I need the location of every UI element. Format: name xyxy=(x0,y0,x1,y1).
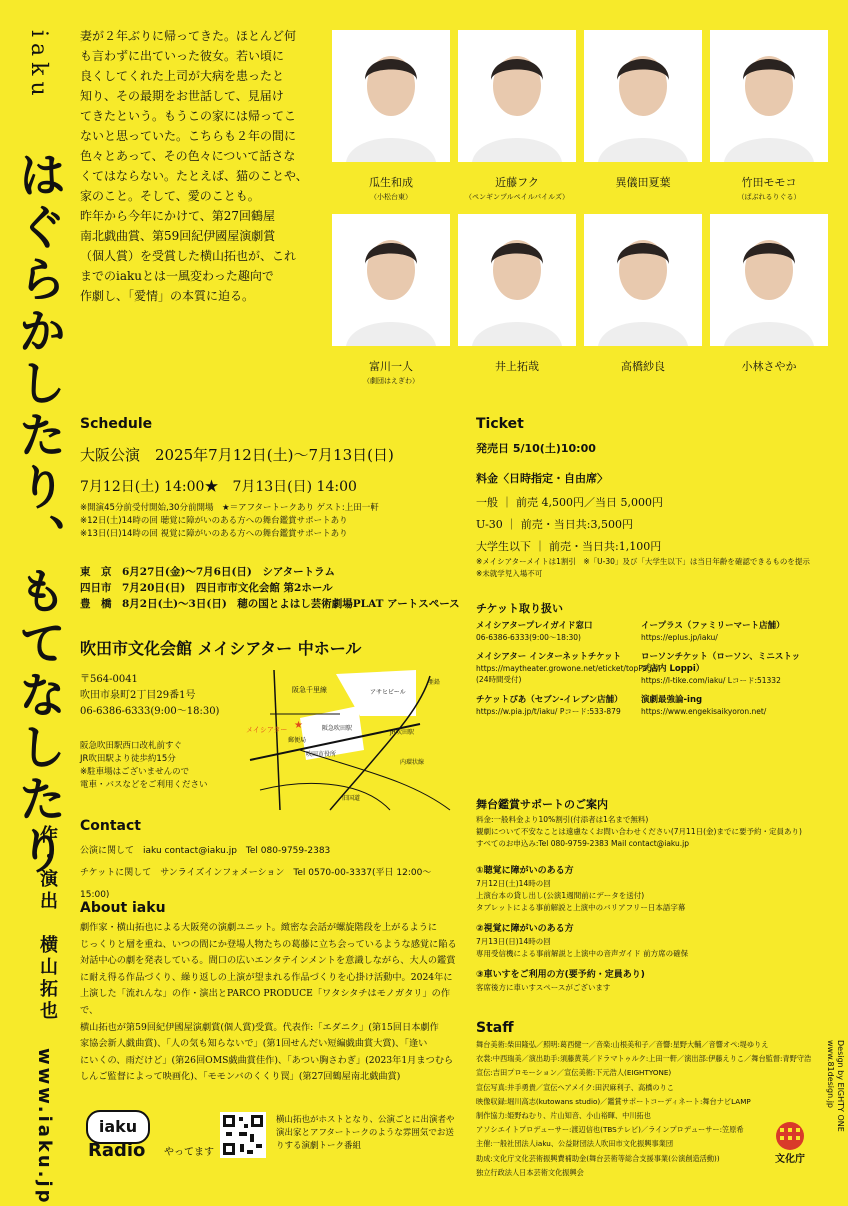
ticket-release: 発売日 5/10(土)10:00 xyxy=(476,442,596,455)
synopsis-line: てきたという。もうこの家には帰ってこ xyxy=(80,109,297,123)
outlet-info: 06-6386-6333(9:00～18:30) xyxy=(476,633,581,642)
tour-line: 四日市 7月20日(日) 四日市市文化会館 第2ホール xyxy=(80,582,333,594)
ticket-outlet[interactable] xyxy=(476,620,641,643)
cast-member xyxy=(584,214,702,386)
synopsis-line: 良くしてくれた上司が大病を患ったと xyxy=(80,69,285,83)
outlet-info: https://www.engekisaikyoron.net/ xyxy=(641,707,767,716)
staff-line: 独立行政法人日本芸術文化振興会 xyxy=(476,1167,584,1177)
synopsis-line: （個人賞）を受賞した横山拓也が、これ xyxy=(80,249,297,263)
outlet-list xyxy=(476,620,806,717)
staff-line: 制作協力:姫野ねむり、片山知音、小山裕暉、中川拓也 xyxy=(476,1111,651,1121)
cast-member xyxy=(332,30,450,202)
contact-heading: Contact xyxy=(80,818,141,834)
map-label: 亜鉛 xyxy=(428,679,441,686)
contact-line: チケットに関して サンライズインフォメーション Tel 0570-00-3337(平日 12:00～15:00) xyxy=(80,868,432,900)
map-label: メイシアター xyxy=(246,726,288,734)
staff-line: 映像収録:堀川高志(kutowans studio)／鑑賞サポートコーディネート:舞台ナビLAMP xyxy=(476,1096,751,1106)
cast-member xyxy=(458,30,576,202)
synopsis-line: 妻が２年ぶりに帰ってきた。ほとんど何 xyxy=(80,29,297,43)
price-line: 一般 ｜ 前売 4,500円／当日 5,000円 xyxy=(476,496,663,509)
agency-logo-icon xyxy=(770,1120,810,1166)
staff-line: 宣伝写真:井手勇貴／宣伝ヘアメイク:田沢麻利子、高橋のりこ xyxy=(476,1082,674,1092)
cast-name: 竹田モモコ xyxy=(741,176,797,189)
outlet-name: 演劇最強論-ing xyxy=(641,695,703,705)
support-item xyxy=(476,864,826,914)
price-notes xyxy=(476,556,816,580)
access-line: 阪急吹田駅西口改札前すぐ xyxy=(80,741,183,751)
outlet-name: メイシアタープレイガイド窓口 xyxy=(476,621,593,631)
cast-photo xyxy=(332,214,450,346)
schedule-note: ※13日(日)14時の回 視覚に障がいのある方への舞台鑑賞サポートあり xyxy=(80,529,348,539)
synopsis-line: 作劇し、「愛情」の本質に迫る。 xyxy=(80,289,255,303)
address-line: 〒564-0041 xyxy=(80,674,138,685)
synopsis-line: 家のこと。そして、愛のことも。 xyxy=(80,189,260,203)
design-credit: Design by EIGHTY ONE www.81design.jp xyxy=(826,1040,845,1140)
map-label: 吹田市役所 xyxy=(306,751,337,758)
schedule-note: ※12日(土)14時の回 聴覚に障がいのある方への舞台鑑賞サポートあり xyxy=(80,516,348,526)
synopsis-line: 知り、その最期をお世話して、見届け xyxy=(80,89,284,103)
cast-affiliation xyxy=(458,376,576,386)
staff-line: アソシエイトプロデューサー:渡辺信也(TBSテレビ)／ラインプロデューサー:笠原希 xyxy=(476,1125,744,1135)
synopsis-line: 南北戯曲賞、第59回紀伊國屋演劇賞 xyxy=(80,229,276,243)
radio-qr-code[interactable] xyxy=(220,1112,266,1158)
about-line: 対話中心の劇を発表している。間口の広いエンタテインメントを意識しながら、大人の鑑賞 xyxy=(80,955,456,967)
ticket-outlet[interactable] xyxy=(641,651,806,686)
cast-member xyxy=(458,214,576,386)
cast-photo xyxy=(458,30,576,162)
about-line: 劇作家・横山拓也による大阪発の演劇ユニット。緻密な会話が螺旋階段を上がるように xyxy=(80,922,438,933)
play-title: はぐらかしたり、もてなしたり xyxy=(10,150,66,878)
support-intro-line: すべてのお申込み:Tel 080-9759-2383 Mail contact@iaku.jp xyxy=(476,839,690,848)
cast-member xyxy=(710,30,828,202)
cast-name: 異儀田夏葉 xyxy=(615,176,671,189)
access-line: ※駐車場はございませんので xyxy=(80,767,190,777)
support-intro-line: 料金:一般料金より10%割引(付添者は1名まで無料) xyxy=(476,815,649,824)
staff-heading: Staff xyxy=(476,1020,514,1036)
map-label: 旧国道 xyxy=(342,795,361,802)
cast-name: 富川一人 xyxy=(369,360,413,373)
synopsis-line: も言わずに出ていった彼女。若い頃に xyxy=(80,49,285,63)
support-intro-line: 観劇について不安なことは遠慮なくお問い合わせください(7月11日(金)までに要予約・定員あり) xyxy=(476,827,802,836)
cast-affiliation xyxy=(584,192,702,202)
synopsis-line: 昨年から今年にかけて、第27回鶴屋 xyxy=(80,209,276,223)
map-rail xyxy=(274,670,280,810)
outlet-name: イープラス（ファミリーマート店舗） xyxy=(641,621,785,631)
about-line: にいくの、雨だけど」(第26回OMS戯曲賞佳作)、「あつい胸さわぎ」(2023年1月まつむら xyxy=(80,1054,454,1066)
price-note: ※メイシアターメイトは1割引 ※「U-30」及び「大学生以下」は当日年齢を確認できるものを提示 xyxy=(476,557,810,566)
support-intro xyxy=(476,814,826,850)
cast-member xyxy=(710,214,828,386)
access-line: JR吹田駅より徒歩約15分 xyxy=(80,754,176,764)
outlet-name: ローソンチケット（ローソン、ミニストップ店内 Loppi） xyxy=(641,652,801,674)
support-item-line: 7月13日(日)14時の回 xyxy=(476,937,551,946)
synopsis-line: ないと思っていた。こちらも２年の間に xyxy=(80,129,297,143)
venue-name: 吹田市文化会館 メイシアター 中ホール xyxy=(80,639,362,658)
contact-line: 公演に関して iaku contact@iaku.jp Tel 080-9759-2383 xyxy=(80,846,331,856)
cast-section xyxy=(332,30,832,386)
staff-line: 宣伝:吉田プロモーション／宣伝美術:下元浩人(EIGHTYONE) xyxy=(476,1068,672,1078)
cast-name: 近藤フク xyxy=(495,176,539,189)
venue-star-icon: ★ xyxy=(294,720,303,731)
access-line: 電車・バスなどをご利用ください xyxy=(80,780,208,790)
outlet-info: https://maytheater.growone.net/eticket/topPage/ (24時間受付) xyxy=(476,664,659,684)
about-line: 家協会新人戯曲賞)、「人の気も知らないで」(第1回せんだい短編戯曲賞大賞)、「逢い xyxy=(80,1038,428,1050)
cast-affiliation: （小松台東） xyxy=(370,193,412,201)
venue-address xyxy=(80,672,219,720)
address-line: 吹田市泉町2丁目29番1号 xyxy=(80,690,196,701)
schedule-times: 7月12日(土) 14:00★ 7月13日(日) 14:00 xyxy=(80,479,357,495)
about-line: しんご監督によって映画化)、「モモンバのくくり罠」(第27回鶴屋南北戯曲賞) xyxy=(80,1071,401,1083)
about-text xyxy=(80,920,460,1086)
map-label: 阪急千里線 xyxy=(292,686,327,694)
tour-dates xyxy=(80,564,460,612)
map-label: JR吹田駅 xyxy=(390,729,414,736)
staff-line: 主催:一般社団法人iaku、公益財団法人吹田市文化振興事業団 xyxy=(476,1139,674,1149)
support-items xyxy=(476,864,826,1002)
cast-affiliation: （劇団はえぎわ） xyxy=(363,377,419,385)
radio-suffix: やってます xyxy=(164,1147,214,1158)
support-item xyxy=(476,968,826,994)
cast-photo xyxy=(332,30,450,162)
radio-title: Radio xyxy=(88,1140,146,1161)
support-item-line: 専用受信機による事前解説と上演中の音声ガイド 前方席の確保 xyxy=(476,949,689,958)
support-item-line: 7月12日(土)14時の回 xyxy=(476,879,551,888)
cast-member xyxy=(584,30,702,202)
support-item-title: ②視覚に障がいのある方 xyxy=(476,924,574,934)
about-heading: About iaku xyxy=(80,900,166,916)
website-link[interactable]: www.iaku.jp xyxy=(34,1048,55,1206)
cast-name: 井上拓哉 xyxy=(495,360,539,373)
price-line: U-30 ｜ 前売・当日共:3,500円 xyxy=(476,518,633,531)
tour-line: 東 京 6月27日(金)～7月6日(日) シアタートラム xyxy=(80,566,336,578)
about-line: 上演した「流れんな」の作・演出とPARCO PRODUCE「ワタシタチはモノガタリ」の作で、 xyxy=(80,988,451,1016)
outlet-name: チケットぴあ（セブン-イレブン店舗） xyxy=(476,695,623,705)
radio-description: 横山拓也がホストとなり、公演ごとに出演者や演出家とアフタートークのような雰囲気でお送りする演劇トーク番組 xyxy=(276,1115,455,1151)
support-item-line: 上演台本の貸し出し(公演1週間前にデータを送付) xyxy=(476,891,645,900)
ticket-outlet[interactable] xyxy=(476,651,659,686)
support-item xyxy=(476,922,826,960)
price-line: 大学生以下 ｜ 前売・当日共:1,100円 xyxy=(476,540,662,553)
price-list xyxy=(476,492,663,558)
schedule-note: ※開演45分前受付開始,30分前開場 ★＝アフタートークあり ゲスト:上田一軒 xyxy=(80,503,379,513)
cast-photo xyxy=(584,30,702,162)
map-label: アサヒビール xyxy=(370,689,406,696)
address-line: 06-6386-6333(9:00～18:30) xyxy=(80,706,220,717)
cast-photo xyxy=(710,30,828,162)
outlet-info: https://l-tike.com/iaku/ Lコード:51332 xyxy=(641,676,781,685)
support-item-title: ③車いすをご利用の方(要予約・定員あり) xyxy=(476,970,645,980)
map-label: 阪急吹田駅 xyxy=(322,725,353,732)
synopsis-line: 色々とあって、その色々について話さな xyxy=(80,149,296,163)
venue-map xyxy=(240,660,470,820)
cast-name: 小林さやか xyxy=(741,360,797,373)
price-heading: 料金〈日時指定・自由席〉 xyxy=(476,472,608,485)
ticket-heading: Ticket xyxy=(476,416,524,432)
support-item-line: タブレットによる事前解説と上演中のバリアフリー日本語字幕 xyxy=(476,903,686,912)
cast-affiliation xyxy=(584,376,702,386)
synopsis-line: くてはならない。たとえば、猫のことや、 xyxy=(80,169,308,183)
ticket-outlet[interactable] xyxy=(476,694,641,717)
staff-line: 助成:文化庁文化芸術振興費補助金(舞台芸術等総合支援事業(公演創造活動)) xyxy=(476,1153,720,1163)
about-line: 横山拓也が第59回紀伊國屋演劇賞(個人賞)受賞。代表作:「エダニク」(第15回日本劇作 xyxy=(80,1021,439,1033)
about-line: に耐え得る作品づくり、繰り返しの上演が望まれる作品づくりを心掛け活動中。2024年に xyxy=(80,971,453,983)
synopsis xyxy=(80,26,320,306)
cast-affiliation: （ペンギンプルペイルパイルズ） xyxy=(465,193,569,201)
company-name: iaku xyxy=(26,30,51,102)
cast-photo xyxy=(710,214,828,346)
outlets-heading: チケット取り扱い xyxy=(476,602,564,615)
about-line: じっくりと層を重ね、いつの間にか登場人物たちの葛藤に立ち会っているような感覚に陥る xyxy=(80,938,457,950)
staff-line: 衣裳:中西瑞美／演出助手:須藤黄英／ドラマトゥルク:上田一軒／演出部:伊藤えりこ／舞台監督:青野守浩 xyxy=(476,1054,812,1064)
support-item-line: 客席後方に車いすスペースがございます xyxy=(476,983,611,992)
price-note: ※未就学児入場不可 xyxy=(476,569,543,578)
svg-text:文化庁: 文化庁 xyxy=(775,1154,805,1165)
cast-name: 瓜生和成 xyxy=(369,176,413,189)
schedule-heading: Schedule xyxy=(80,416,153,432)
map-label: 内環状線 xyxy=(400,759,425,766)
contact-lines xyxy=(80,840,460,906)
cast-member xyxy=(332,214,450,386)
support-heading: 舞台鑑賞サポートのご案内 xyxy=(476,798,608,811)
schedule-notes xyxy=(80,502,460,541)
staff-lines xyxy=(476,1038,816,1180)
cast-affiliation xyxy=(710,376,828,386)
tour-line: 豊 橋 8月2日(土)～3日(日) 穂の国とよはし芸術劇場PLAT アートスペース xyxy=(80,598,460,610)
support-item-title: ①聴覚に障がいのある方 xyxy=(476,866,574,876)
outlet-name: メイシアター インターネットチケット xyxy=(476,652,622,662)
cast-photo xyxy=(584,214,702,346)
synopsis-line: までのiakuとは一風変わった趣向で xyxy=(80,269,274,283)
schedule-main: 大阪公演 2025年7月12日(土)～7月13日(日) xyxy=(80,446,394,464)
staff-line: 舞台美術:柴田隆弘／照明:葛西健一／音楽:山根美和子／音響:星野大輔／音響オペ:堤ゆりえ xyxy=(476,1040,769,1049)
cast-photo xyxy=(458,214,576,346)
venue-access xyxy=(80,740,208,792)
cast-affiliation: （ばぶれるりぐる） xyxy=(737,193,801,201)
ticket-outlet[interactable] xyxy=(641,620,806,643)
map-label: 郵便局 xyxy=(288,737,307,744)
radio-badge: iaku xyxy=(86,1110,150,1144)
director-credit: 作・演出 横山拓也 xyxy=(37,825,58,1023)
ticket-outlet[interactable] xyxy=(641,694,806,717)
outlet-info: https://eplus.jp/iaku/ xyxy=(641,633,718,642)
cast-name: 高橋紗良 xyxy=(621,360,665,373)
outlet-info: https://w.pia.jp/t/iaku/ Pコード:533-879 xyxy=(476,707,621,716)
